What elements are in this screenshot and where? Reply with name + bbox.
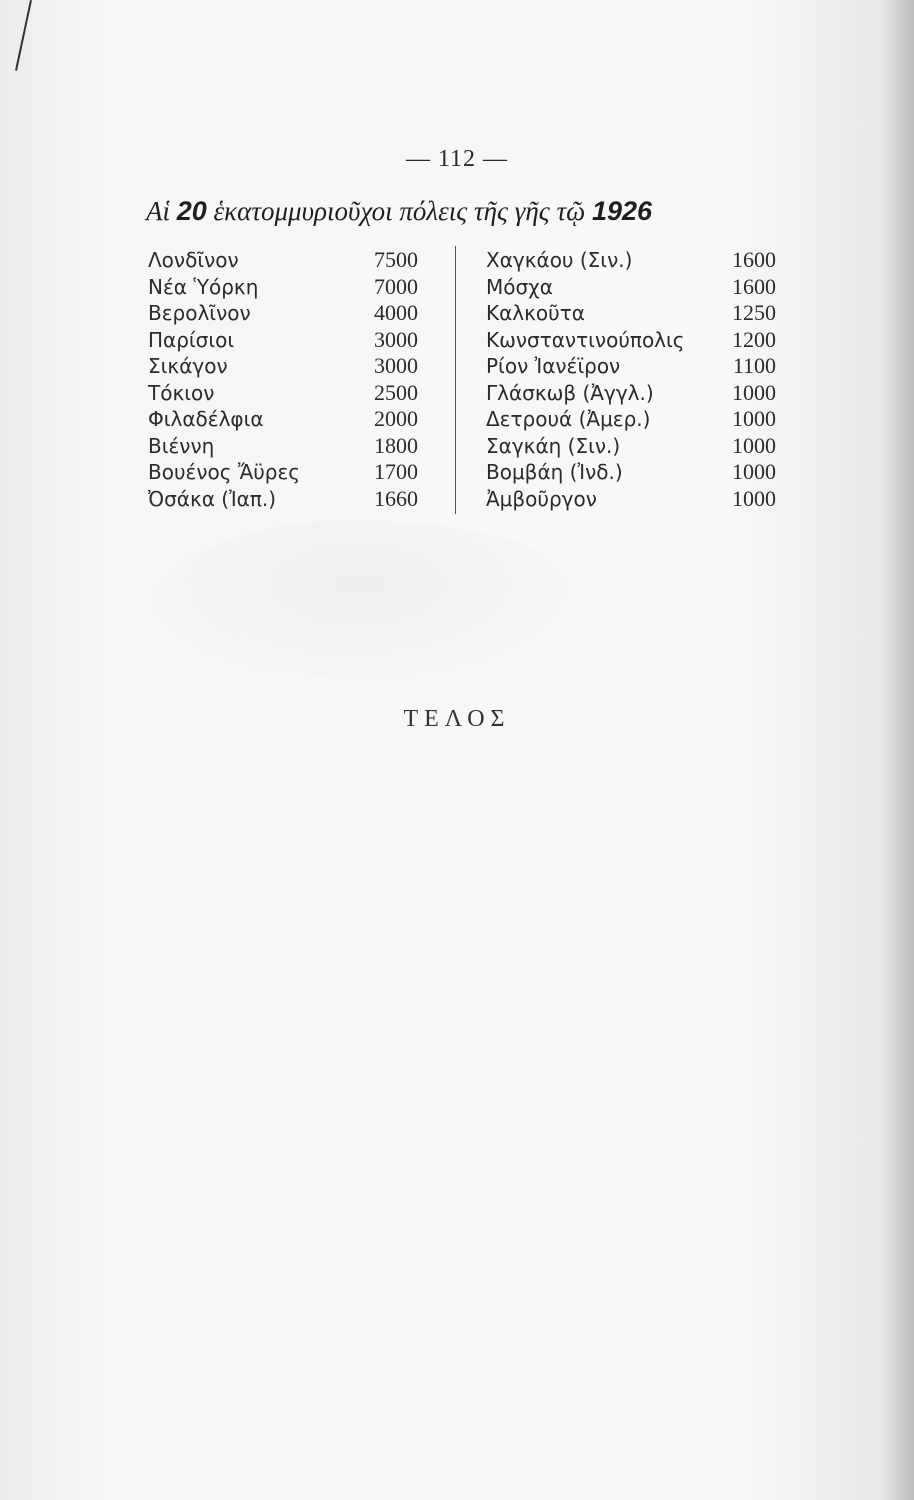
city-population: 1660 — [374, 485, 418, 511]
city-name: Σικάγον — [148, 354, 228, 378]
city-row — [486, 380, 776, 407]
page-number: — 112 — — [405, 146, 509, 172]
city-name: Βομβάη (Ἰνδ.) — [486, 460, 623, 484]
city-population: 1100 — [732, 353, 776, 378]
city-population: 1250 — [732, 300, 776, 325]
city-population: 1000 — [732, 459, 776, 484]
city-name: Ρίον Ἰανέϊρον — [486, 354, 621, 378]
city-name: Λονδῖνον — [148, 248, 239, 272]
city-population: 7000 — [374, 273, 418, 299]
title-prefix: Αἱ — [146, 196, 177, 226]
city-name: Βερολῖνον — [148, 301, 251, 325]
city-name: Μόσχα — [486, 274, 553, 299]
city-row — [148, 486, 418, 513]
city-row — [148, 433, 418, 460]
city-population: 1000 — [732, 485, 776, 511]
city-population: 3000 — [374, 326, 418, 352]
city-row — [486, 353, 776, 380]
city-row — [148, 300, 418, 327]
city-name: Κωνσταντινούπολις — [486, 327, 685, 352]
city-row — [148, 247, 418, 274]
end-text: ΤΕΛΟΣ — [403, 706, 511, 732]
city-name: Δετρουά (Ἀμερ.) — [486, 407, 651, 431]
city-population: 3000 — [374, 353, 418, 378]
city-population: 2000 — [374, 406, 418, 431]
city-population: 7500 — [374, 247, 418, 272]
city-name: Χαγκάου (Σιν.) — [486, 248, 633, 272]
city-row — [148, 353, 418, 380]
city-population: 4000 — [374, 300, 418, 325]
city-name: Σαγκάη (Σιν.) — [486, 433, 621, 458]
city-population: 1000 — [732, 379, 776, 405]
city-population: 1200 — [732, 326, 776, 352]
city-row — [486, 327, 776, 354]
city-name: Νέα Ὑόρκη — [148, 274, 259, 299]
title-number: 20 — [176, 196, 207, 226]
city-name: Γλάσκωβ (Ἀγγλ.) — [486, 380, 654, 405]
page-title — [146, 196, 786, 227]
city-population: 1700 — [374, 459, 418, 484]
city-population: 1600 — [732, 247, 776, 272]
city-row — [486, 247, 776, 274]
city-row — [486, 406, 776, 433]
city-name: Βουένος Ἄϋρες — [148, 460, 301, 484]
city-row — [486, 300, 776, 327]
city-row — [148, 327, 418, 354]
cities-left-column — [148, 247, 418, 512]
title-middle: ἑκατομμυριοῦχοι πόλεις τῆς γῆς τῷ — [206, 196, 592, 226]
city-row — [486, 486, 776, 513]
city-name: Τόκιον — [148, 380, 215, 405]
city-population: 1600 — [732, 273, 776, 299]
city-name: Βιέννη — [148, 433, 215, 458]
cities-right-column — [486, 247, 776, 512]
column-divider — [455, 246, 456, 514]
city-row — [486, 274, 776, 301]
water-stain — [150, 520, 570, 680]
city-population: 2500 — [374, 379, 418, 405]
city-population: 1000 — [732, 406, 776, 431]
city-row — [486, 459, 776, 486]
city-row — [486, 433, 776, 460]
city-name: Φιλαδέλφια — [148, 407, 264, 431]
city-row — [148, 380, 418, 407]
city-row — [148, 274, 418, 301]
city-row — [148, 459, 418, 486]
page-edge — [880, 0, 914, 1500]
city-population: 1000 — [732, 432, 776, 458]
city-name: Παρίσιοι — [148, 327, 235, 352]
page-mark — [15, 0, 32, 71]
city-name: Ὀσάκα (Ἰαπ.) — [148, 486, 277, 511]
city-population: 1800 — [374, 432, 418, 458]
city-name: Ἀμβοῦργον — [486, 486, 597, 511]
city-row — [148, 406, 418, 433]
city-name: Καλκοῦτα — [486, 301, 585, 325]
title-year: 1926 — [591, 196, 653, 226]
